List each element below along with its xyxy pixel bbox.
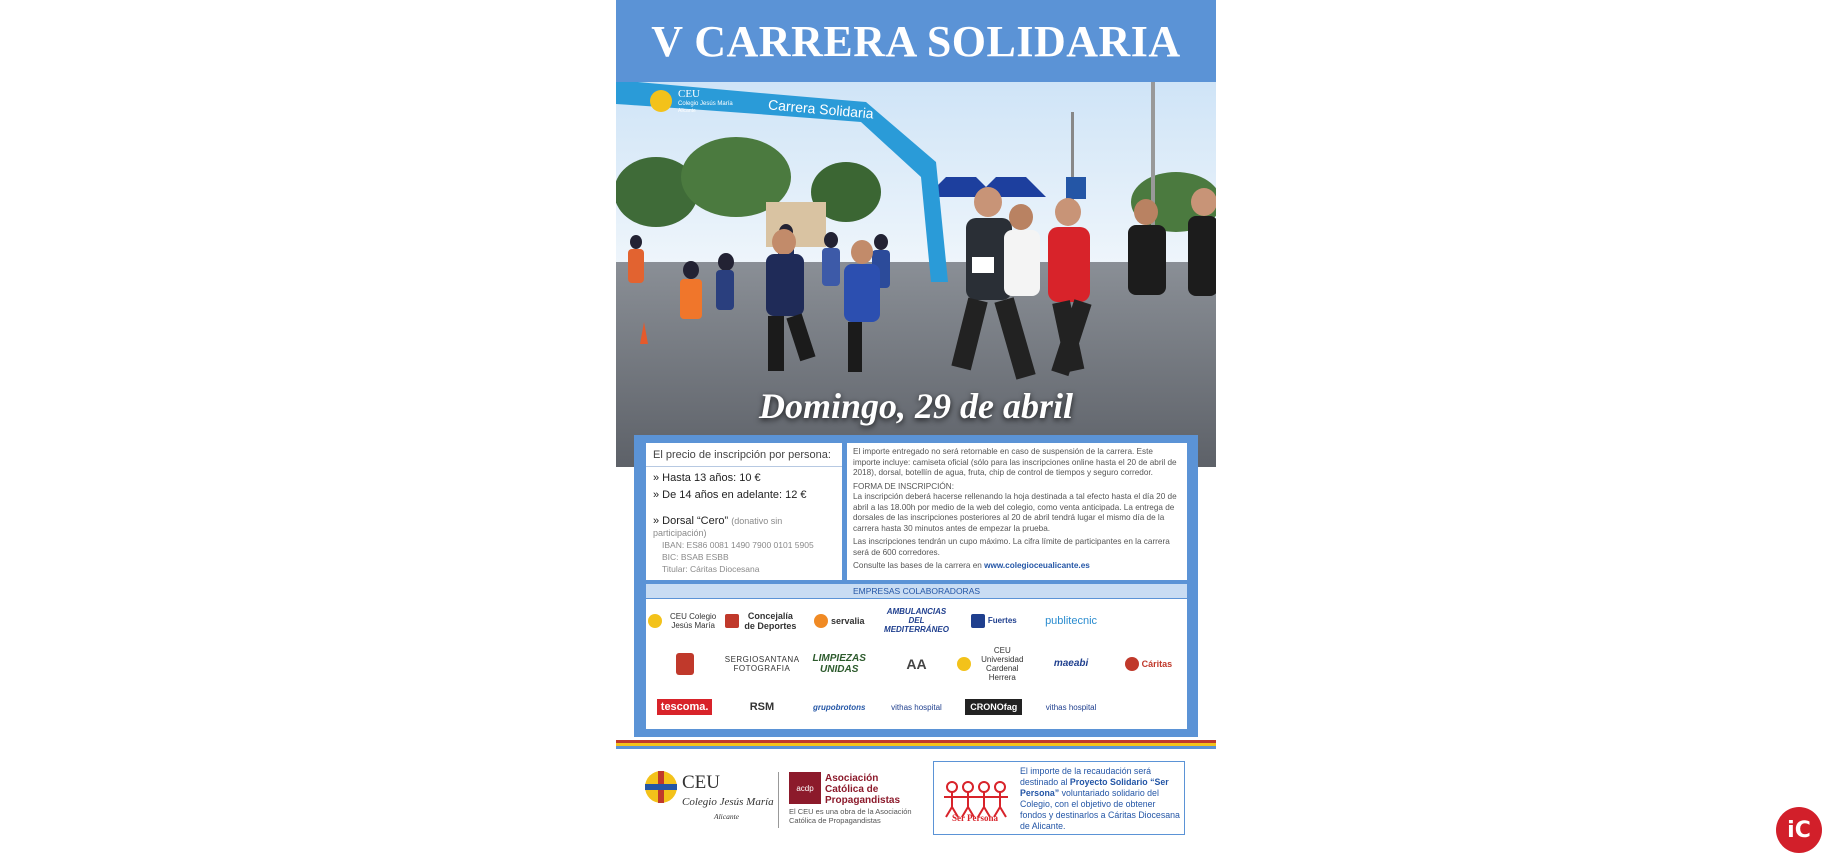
iban: IBAN: ES86 0081 1490 7900 0101 5905 — [662, 540, 814, 550]
title-band — [616, 0, 1216, 82]
arch-brand: CEU — [678, 88, 700, 100]
footer-divider — [778, 772, 779, 828]
school-website-link[interactable]: www.colegioceualicante.es — [984, 561, 1090, 570]
ser-persona-text: El importe de la recaudación será destinado al Proyecto Solidario “Ser Persona” voluntariado solidario del Colegio, con el objetivo de obtener fondos y destinarlos a Cáritas Diocesana de Alicante. — [1020, 766, 1180, 831]
ceu-uch-icon — [957, 657, 971, 671]
sponsor-logo: grupobrotons — [812, 702, 866, 712]
sponsor-logo: SERGIOSANTANA FOTOGRAFIA — [724, 654, 800, 673]
dorsal-cero-note: (donativo sin participación) — [653, 516, 783, 538]
ceu-logo — [644, 770, 774, 828]
info-panel — [634, 435, 1198, 737]
price-header: El precio de inscripción por persona: — [646, 443, 842, 467]
ceu-city: Alicante — [714, 812, 739, 821]
caritas-icon — [1125, 657, 1139, 671]
sponsor-logo: servalia — [814, 614, 865, 628]
acdp-note: El CEU es una obra de la Asociación Católica de Propagandistas — [789, 807, 912, 825]
ser-persona-label: Ser Persona — [951, 813, 999, 823]
sponsor-logo: Concejalía de Deportes — [725, 611, 799, 631]
dorsal-cero — [646, 515, 842, 539]
sponsor-logo: CRONOfag — [965, 699, 1022, 715]
sponsors-grid — [646, 599, 1187, 729]
price-14-plus: » De 14 años en adelante: 12 € — [653, 489, 807, 501]
arch-banner-text: Carrera Solidaria — [767, 96, 875, 122]
arch-school: Colegio Jesús María — [678, 101, 733, 107]
sponsor-logo: LIMPIEZAS UNIDAS — [812, 652, 866, 675]
sponsor-logo: vithas hospital — [891, 702, 942, 712]
site-watermark-icon[interactable]: iC — [1776, 807, 1822, 853]
acdp-title: Asociación Católica de Propagandistas — [825, 773, 901, 806]
sponsor-logo: maeabi — [1053, 658, 1089, 670]
sponsor-logo: CEU Colegio Jesús María — [648, 612, 722, 630]
price-box — [646, 443, 842, 580]
sponsors-header: EMPRESAS COLABORADORAS — [646, 584, 1187, 598]
sponsor-logo: Fuertes — [971, 614, 1017, 628]
terms-box — [847, 443, 1187, 580]
ceu-school: Colegio Jesús María — [682, 796, 774, 808]
coat-of-arms-icon — [676, 653, 694, 675]
footer — [616, 752, 1216, 854]
sponsor-logo: CEU Universidad Cardenal Herrera — [957, 646, 1031, 682]
ceu-name: CEU — [682, 772, 720, 793]
account-holder: Titular: Cáritas Diocesana — [662, 564, 760, 574]
shield-icon — [725, 614, 739, 628]
sponsor-logo: AMBULANCIAS DEL MEDITERRÁNEO — [884, 607, 949, 635]
race-date: Domingo, 29 de abril — [758, 386, 1073, 426]
ceu-mark-icon — [648, 614, 662, 628]
rules-text: Consulte las bases de la carrera en — [853, 561, 982, 570]
registration-text: La inscripción deberá hacerse rellenando la hoja destinada a tal efecto hasta el día 20 de abril a las 18.00h por medio de la web del colegio, como venta anticipada. La entrega de dorsales de las inscripciones posteriores al 20 de abril tendrá lugar el mismo día de la carrera hasta 30 minutos antes de empezar la prueba. — [853, 492, 1177, 533]
sponsor-logo: tescoma. — [657, 699, 713, 715]
sponsor-logo: RSM — [749, 701, 775, 714]
arch-logo-icon — [650, 90, 672, 112]
ser-persona-box — [933, 761, 1185, 835]
ceu-emblem-icon — [644, 770, 678, 804]
ser-persona-logo — [940, 767, 1010, 827]
color-stripe — [616, 740, 1216, 749]
registration-title: FORMA DE INSCRIPCIÓN: — [853, 481, 954, 491]
poster-title: V CARRERA SOLIDARIA — [651, 16, 1181, 66]
bic: BIC: BSAB ESBB — [662, 552, 729, 562]
race-poster — [616, 0, 1216, 854]
sponsor-logo: Cáritas — [1125, 657, 1173, 671]
sponsor-logo — [676, 653, 694, 675]
dorsal-cero-label: » Dorsal “Cero” — [653, 515, 729, 527]
terms-refund: El importe entregado no será retornable en caso de suspensión de la carrera. Este importe incluye: camiseta oficial (sólo para las inscripciones online hasta el 20 de abril de 2018), dorsal, botellín de agua, fruta, chip de control de tiempos y seguro corredor. — [853, 447, 1177, 477]
arch-city: Alicante — [678, 108, 696, 114]
rules-line — [853, 561, 1181, 572]
sponsor-logo: vithas hospital — [1045, 702, 1097, 712]
fuertes-icon — [971, 614, 985, 628]
acdp-logo — [789, 772, 919, 832]
sponsor-logo: AA — [906, 655, 927, 672]
price-under-13: » Hasta 13 años: 10 € — [653, 472, 761, 484]
servalia-icon — [814, 614, 828, 628]
sponsor-logo: publitecnic — [1045, 614, 1098, 627]
acdp-mark: acdp — [789, 772, 821, 804]
quota-text: Las inscripciones tendrán un cupo máximo. La cifra límite de participantes en la carrera será de 600 corredores. — [853, 537, 1170, 557]
